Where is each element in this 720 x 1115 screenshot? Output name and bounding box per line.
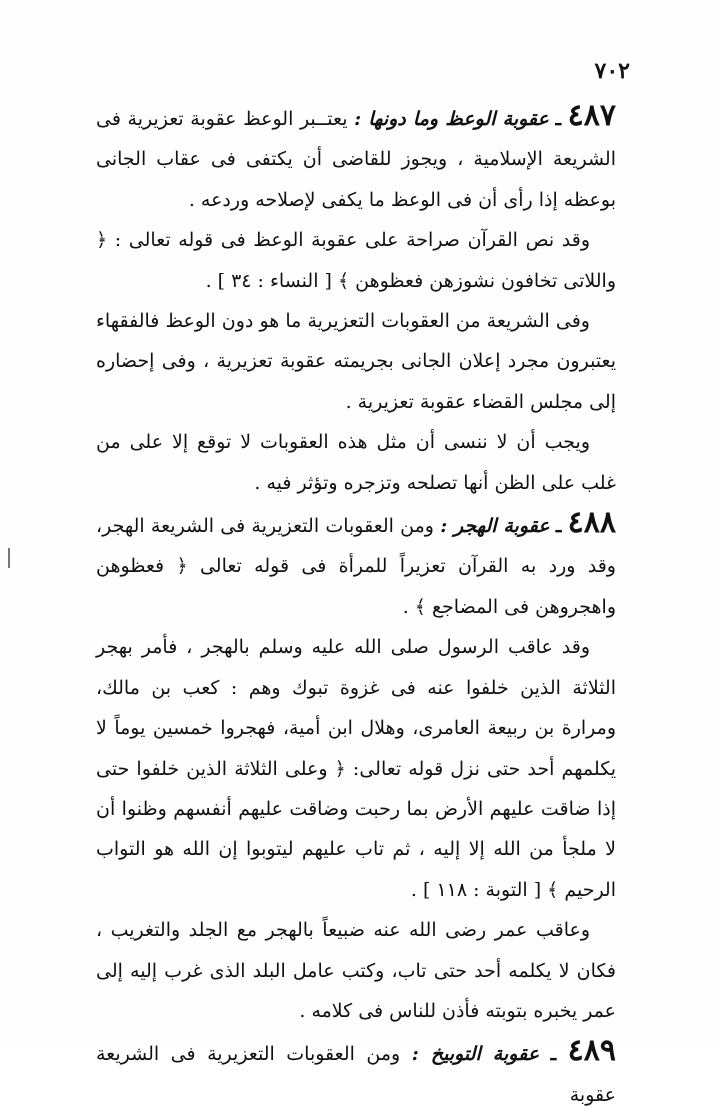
paragraph: وقد نص القرآن صراحة على عقوبة الوعظ فى قوله تعالى : ﴿ واللاتى تخافون نشوزهن فعظوهن ﴾ [ النساء : ٣٤ ] . — [96, 229, 616, 292]
paragraph-text: ومن العقوبات التعزيرية فى الشريعة عقوبة — [96, 1043, 616, 1106]
section-paragraph — [96, 1031, 616, 1115]
section-paragraph — [96, 503, 616, 627]
margin-mark — [8, 548, 10, 568]
section-title: عقوبة الوعظ وما دونها : — [354, 108, 549, 130]
section-number: ٤٨٧ — [567, 98, 616, 133]
paragraph: وفى الشريعة من العقوبات التعزيرية ما هو دون الوعظ فالفقهاء يعتبرون مجرد إعلان الجانى بجريمته عقوبة تعزيرية ، وفى إحضاره إلى مجلس القضاء عقوبة تعزيرية . — [96, 310, 616, 413]
section-title: عقوبة الهجر : — [440, 515, 550, 538]
section-title: عقوبة التوبيخ : — [411, 1043, 540, 1066]
section-number: ٤٨٨ — [567, 505, 616, 541]
paragraph-text: ومن العقوبات التعزيرية فى الشريعة الهجر، وقد ورد به القرآن تعزيراً للمرأة فى قوله تعالى ﴿ فعظوهن واهجروهن فى المضاجع ﴾ . — [96, 515, 616, 618]
section-dash: ـ — [555, 515, 562, 538]
paragraph: ويجب أن لا ننسى أن مثل هذه العقوبات لا توقع إلا على من غلب على الظن أنها تصلحه وتزجره وتؤثر فيه . — [96, 431, 616, 494]
paragraph: وقد عاقب الرسول صلى الله عليه وسلم بالهجر ، فأمر بهجر الثلاثة الذين خلفوا عنه فى غزوة تبوك وهم : كعب بن مالك، ومرارة بن ربيعة العامرى، وهلال ابن أمية، فهجروا خمسين يوماً لا يكلمهم أحد حتى نزل قوله تعالى: ﴿ وعلى الثلاثة الذين خلفوا حتى إذا ضاقت عليهم الأرض بما رحبت وضاقت عليهم أنفسهم وظنوا أن لا ملجأ من الله إلا إليه ، ثم تاب عليهم ليتوبوا إن الله هو التواب الرحيم ﴾ [ التوبة : ١١٨ ] . — [96, 636, 616, 901]
page-number: ٧٠٢ — [594, 58, 630, 84]
paragraph: وعاقب عمر رضى الله عنه ضبيعاً بالهجر مع الجلد والتغريب ، فكان لا يكلمه أحد حتى تاب، وكتب عامل البلد الذى غرب إليه إلى عمر يخبره بتوبته فأذن للناس فى كلامه . — [96, 919, 616, 1022]
section-number: ٤٨٩ — [567, 1033, 617, 1069]
page-body — [96, 96, 616, 1115]
section-paragraph — [96, 96, 616, 220]
section-dash: ـ — [555, 108, 562, 130]
section-dash: ـ — [550, 1043, 557, 1066]
paragraph-text: يعتــبر الوعظ عقوبة تعزيرية فى الشريعة الإسلامية ، ويجوز للقاضى أن يكتفى فى عقاب الجانى بوعظه إذا رأى أن فى الوعظ ما يكفى لإصلاحه وردعه . — [96, 108, 616, 211]
